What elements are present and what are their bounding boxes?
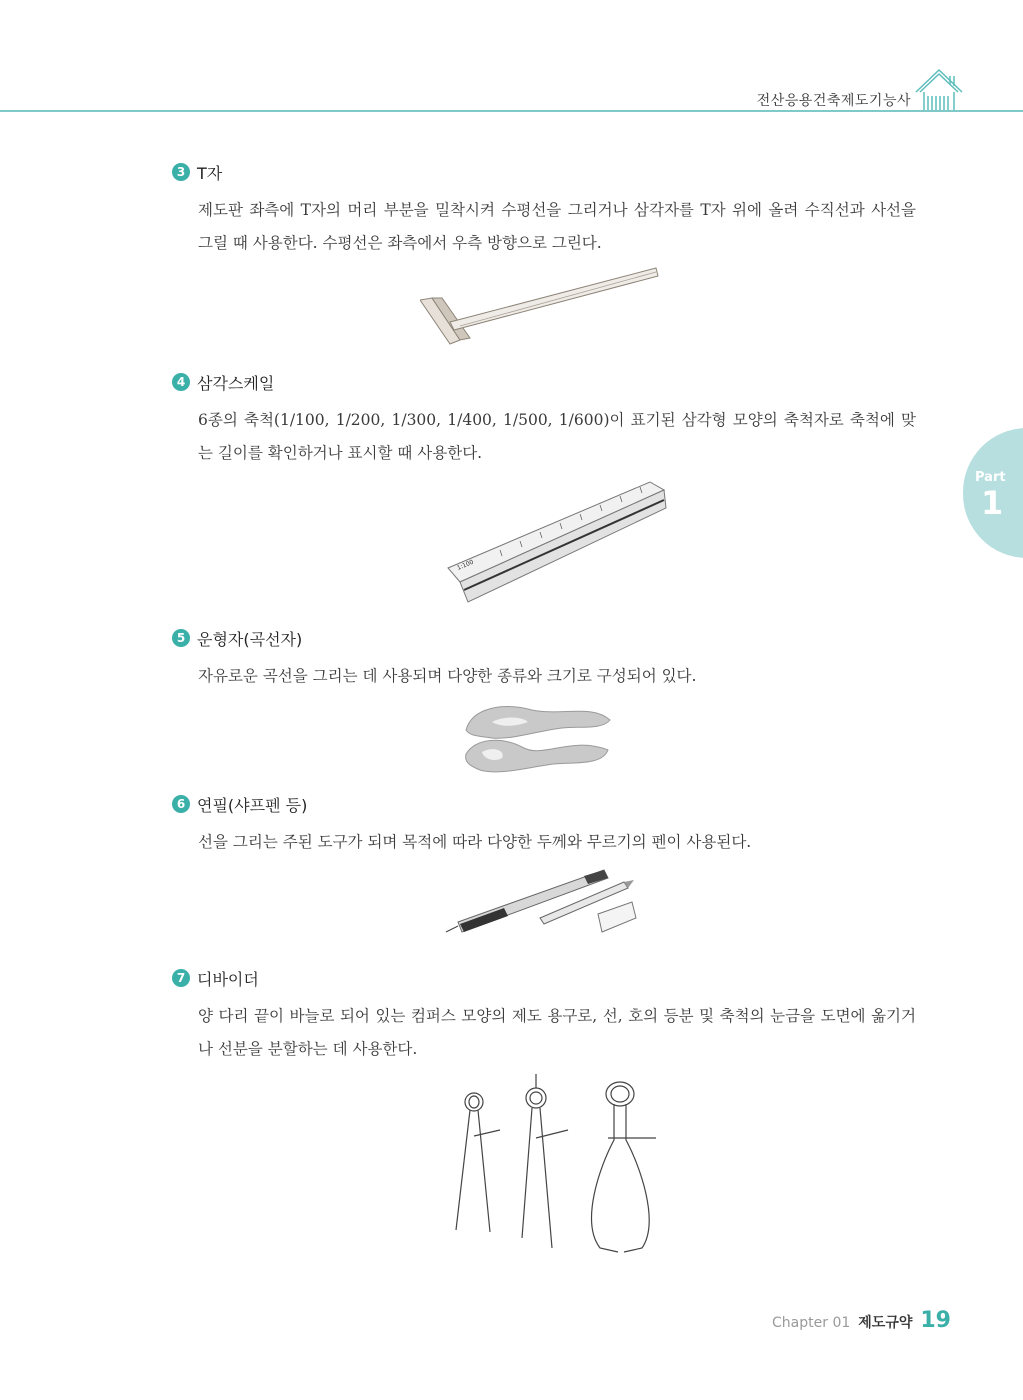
section-title: 삼각스케일 <box>197 373 275 393</box>
page-footer <box>772 1308 951 1333</box>
scale-ratio-label: 1:100 <box>456 558 475 572</box>
section-number-badge: 4 <box>172 373 190 391</box>
section-pencil <box>172 792 932 859</box>
house-icon <box>914 66 964 112</box>
footer-chapter-title: 제도규약 <box>858 1315 913 1331</box>
section-number-badge: 7 <box>172 969 190 987</box>
section-body: 자유로운 곡선을 그리는 데 사용되며 다양한 종류와 크기로 구성되어 있다. <box>198 667 697 685</box>
pencil-illustration <box>444 866 640 940</box>
section-divider <box>172 966 932 1066</box>
t-square-illustration <box>420 262 660 352</box>
french-curve-illustration <box>462 700 614 776</box>
section-t-square <box>172 160 932 260</box>
section-triangular-scale <box>172 370 932 470</box>
page-number: 19 <box>920 1308 951 1333</box>
section-body: 6종의 축척(1/100, 1/200, 1/300, 1/400, 1/500, 1/600)이 표기된 삼각형 모양의 축척자로 축척에 맞는 길이를 확인하거나 표시할 때 사용한다. <box>198 411 916 462</box>
section-number-badge: 3 <box>172 163 190 181</box>
section-body: 선을 그리는 주된 도구가 되며 목적에 따라 다양한 두께와 무르기의 펜이 사용된다. <box>198 833 752 851</box>
section-title: 운형자(곡선자) <box>197 629 303 649</box>
section-french-curve <box>172 626 932 693</box>
part-number: 1 <box>981 484 1004 522</box>
footer-chapter: Chapter 01 <box>772 1315 851 1331</box>
section-title: 디바이더 <box>197 969 259 989</box>
section-body: 제도판 좌측에 T자의 머리 부분을 밀착시켜 수평선을 그리거나 삼각자를 T자 위에 올려 수직선과 사선을 그릴 때 사용한다. 수평선은 좌측에서 우측 방향으로 그린다. <box>198 201 916 252</box>
triangular-scale-illustration <box>440 478 670 608</box>
header-rule <box>0 110 1023 112</box>
part-label: Part <box>975 470 1006 485</box>
section-title: T자 <box>197 163 223 183</box>
section-body: 양 다리 끝이 바늘로 되어 있는 컴퍼스 모양의 제도 용구로, 선, 호의 등분 및 축척의 눈금을 도면에 옮기거나 선분을 분할하는 데 사용한다. <box>198 1007 916 1058</box>
section-number-badge: 5 <box>172 629 190 647</box>
divider-illustration <box>450 1072 660 1262</box>
section-number-badge: 6 <box>172 795 190 813</box>
book-title: 전산응용건축제도기능사 <box>756 93 911 109</box>
section-title: 연필(샤프펜 등) <box>197 795 308 815</box>
